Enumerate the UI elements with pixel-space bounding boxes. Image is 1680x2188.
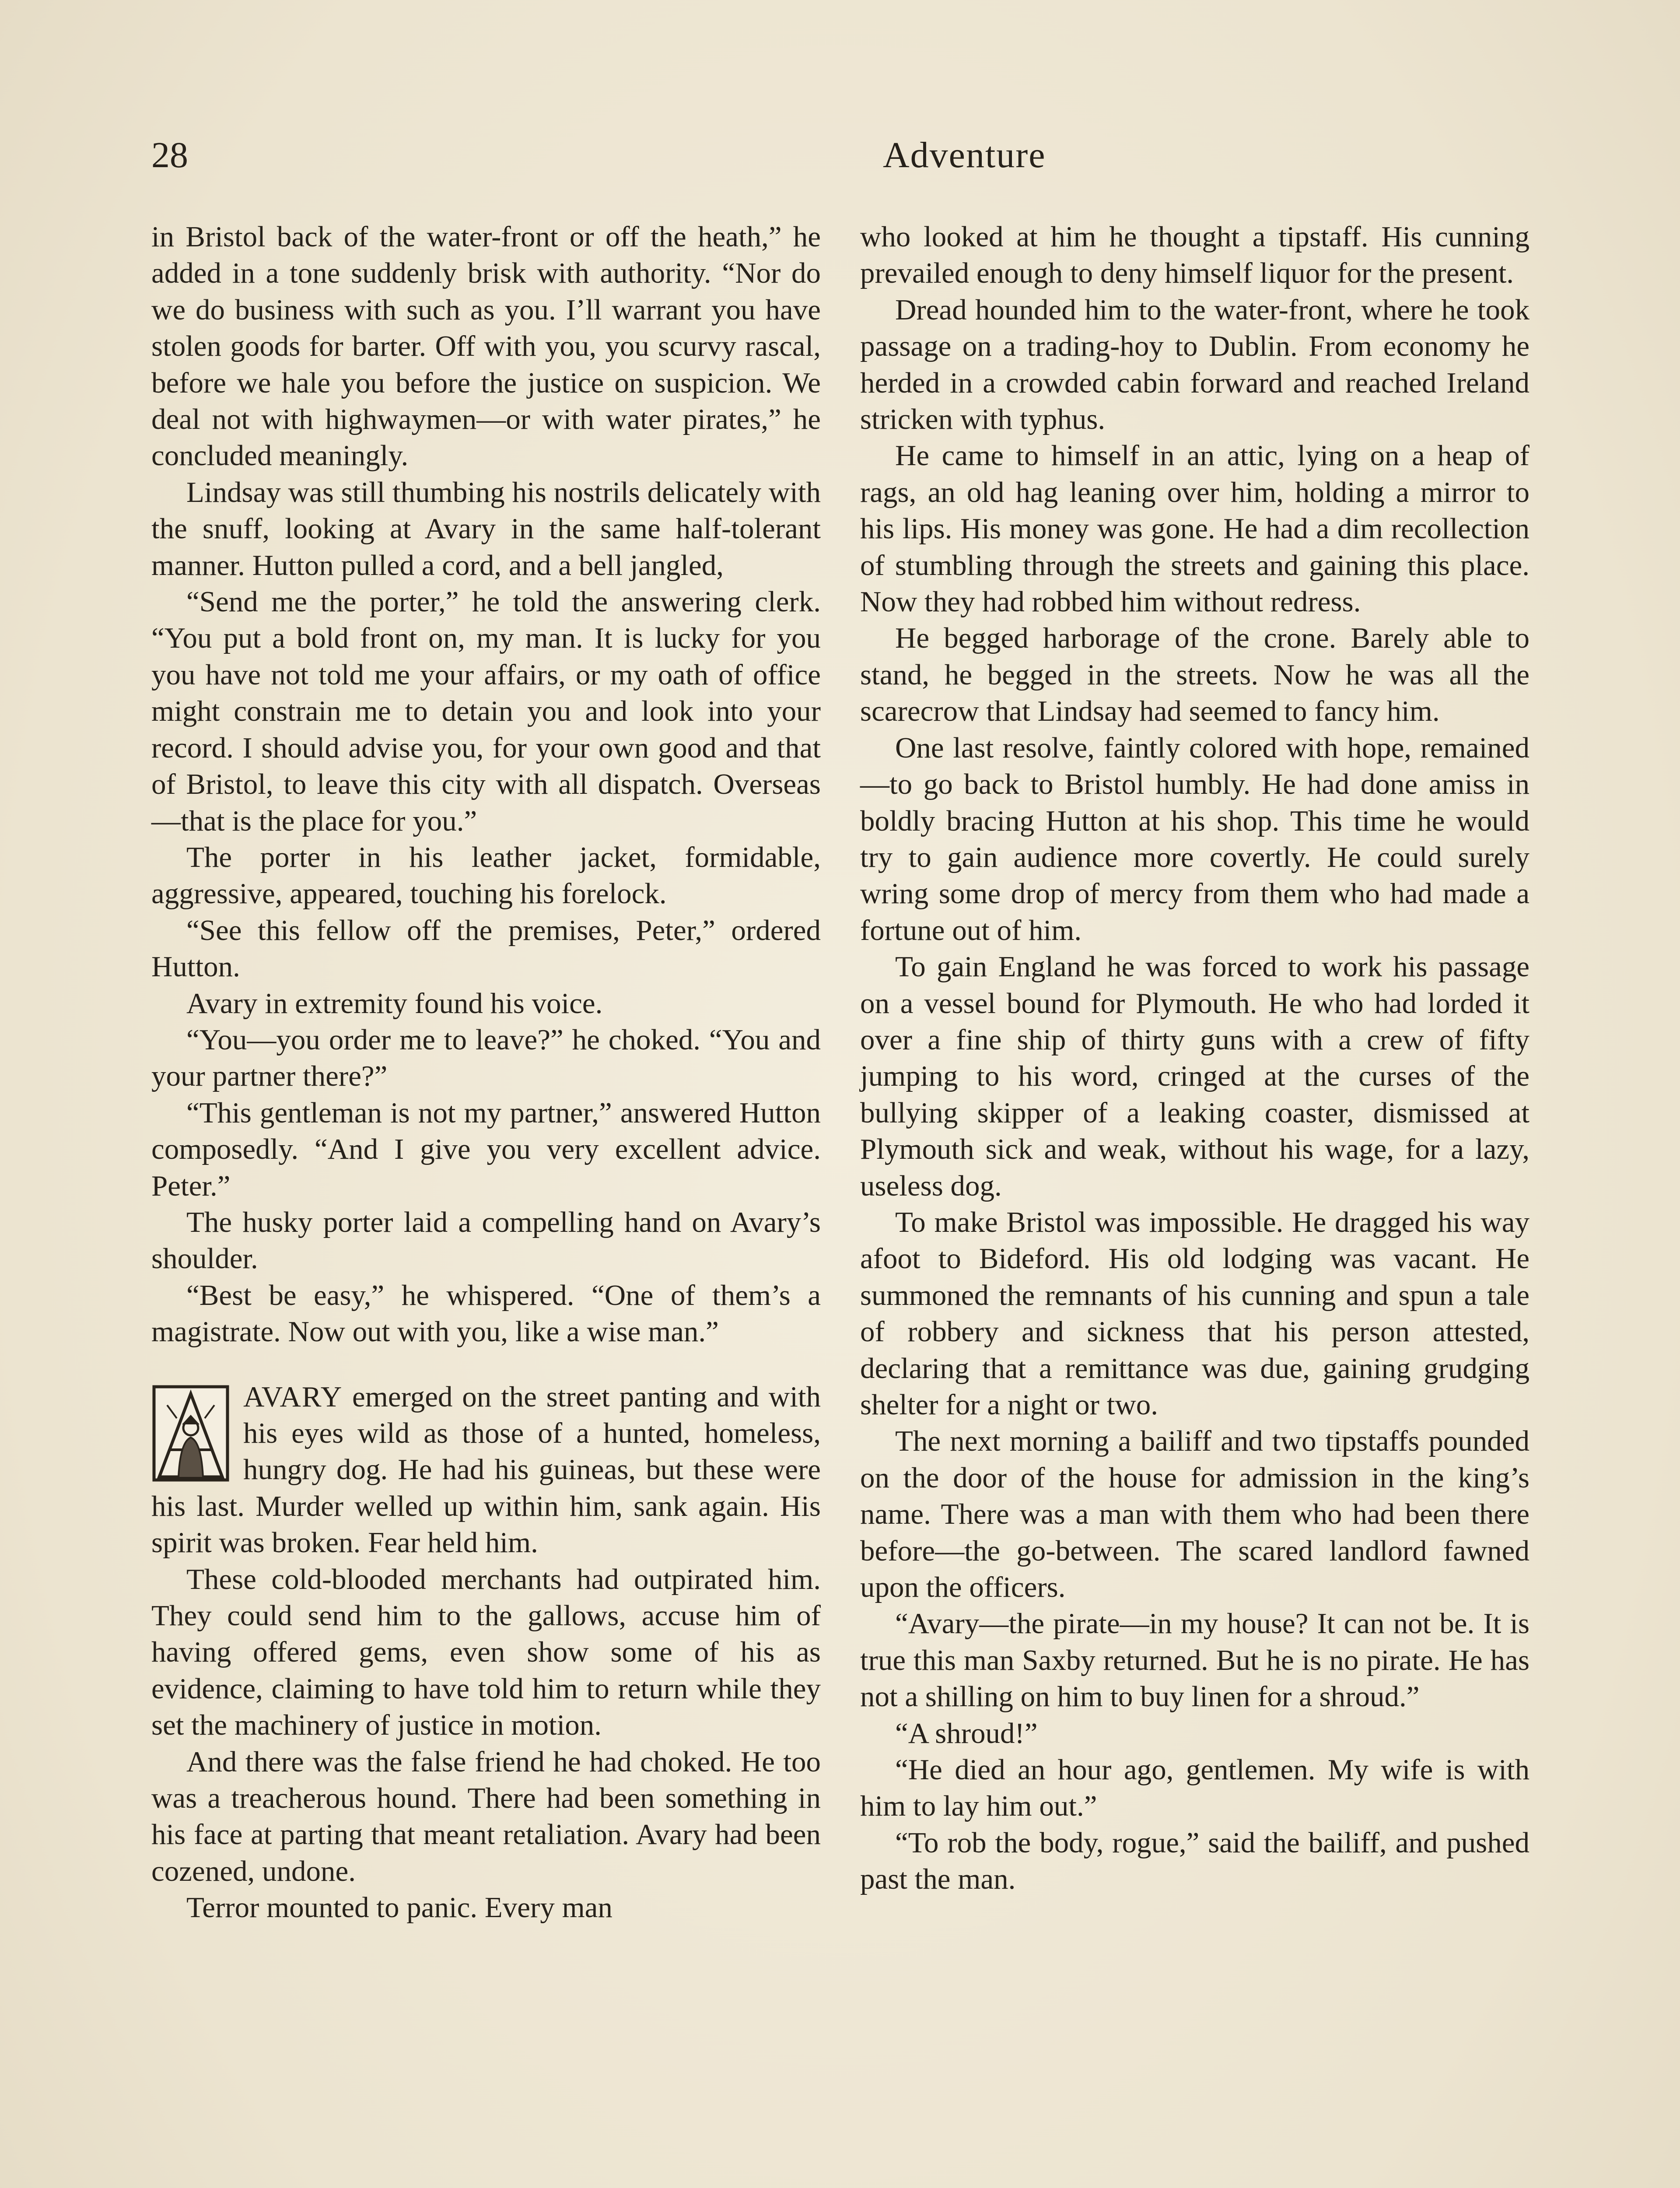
paragraph: Lindsay was still thumbing his nostrils delicately with the snuff, looking at Avary in the same half-tolerant manner. Hutton pulled a cord, and a bell jangled, — [151, 476, 821, 582]
drop-cap-word: AVARY — [243, 1380, 343, 1413]
paragraph: These cold-blooded merchants had outpirated him. They could send him to the gallows, accuse him of having offered gems, even show some of his as evidence, claiming to have told him to return while they set the machinery of justice in motion. — [151, 1563, 821, 1742]
paragraph: The porter in his leather jacket, formidable, aggressive, appeared, touching his forelock. — [151, 841, 821, 910]
drop-cap-text: emerged on the street panting and with his eyes wild as those of a hunted, homeless, hungry dog. He had his guineas, but these were his last. Murder welled up within him, sank again. His spirit was broken. Fear held him. — [151, 1380, 821, 1559]
page-header — [151, 131, 1046, 179]
drop-cap-paragraph — [151, 1379, 821, 1561]
paragraph: And there was the false friend he had choked. He too was a treacherous hound. There had been something in his face at parting that meant retaliation. Avary had been cozened, undone. — [151, 1745, 821, 1887]
paragraph: Dread hounded him to the water-front, where he took passage on a trading-hoy to Dublin. From economy he herded in a crowded cabin forward and reached Ireland stricken with typhus. — [860, 293, 1530, 436]
paragraph: “He died an hour ago, gentlemen. My wife is with him to lay him out.” — [860, 1753, 1530, 1823]
paragraph: To gain England he was forced to work his passage on a vessel bound for Plymouth. He who had lorded it over a fine ship of thirty guns with a crew of fifty jumping to his word, cringed at the curses of the bullying skipper of a leaking coaster, dismissed at Plymouth sick and weak, without his wage, for a lazy, useless dog. — [860, 950, 1530, 1202]
left-column — [151, 219, 821, 1926]
paragraph: “Send me the porter,” he told the answering clerk. “You put a bold front on, my man. It is lucky for you you have not told me your affairs, or my oath of office might constrain me to detain you and look into your record. I should advise you, for your own good and that of Bristol, to leave this city with all dispatch. Overseas—that is the place for you.” — [151, 586, 821, 837]
section-break — [151, 1350, 821, 1379]
paragraph: “Best be easy,” he whispered. “One of them’s a magistrate. Now out with you, like a wise man.” — [151, 1279, 821, 1348]
paragraph: To make Bristol was impossible. He dragged his way afoot to Bideford. His old lodging was vacant. He summoned the remnants of his cunning and spun a tale of robbery and sickness that his person attested, declaring that a remittance was due, gaining grudging shelter for a night or two. — [860, 1206, 1530, 1421]
decorative-initial-portrait-icon — [151, 1384, 230, 1488]
paragraph: Terror mounted to panic. Every man — [186, 1891, 612, 1924]
paragraph: “To rob the body, rogue,” said the bailiff, and pushed past the man. — [860, 1826, 1530, 1896]
paragraph: “See this fellow off the premises, Peter,” ordered Hutton. — [151, 914, 821, 983]
paragraph: “A shroud!” — [895, 1717, 1038, 1750]
paragraph: The next morning a bailiff and two tipstaffs pounded on the door of the house for admission in the king’s name. There was a man with them who had been there before—the go-between. The scared landlord fawned upon the officers. — [860, 1425, 1530, 1604]
paragraph: He came to himself in an attic, lying on a heap of rags, an old hag leaning over him, holding a mirror to his lips. His money was gone. He had a dim recollection of stumbling through the streets and gaining this place. Now they had robbed him without redress. — [860, 439, 1530, 618]
running-title: Adventure — [883, 135, 1046, 175]
paragraph: in Bristol back of the water-front or off the heath,” he added in a tone suddenly brisk with authority. “Nor do we do business with such as you. I’ll warrant you have stolen goods for barter. Off with you, you scurvy rascal, before we hale you before the justice on suspicion. We deal not with highwaymen—or with water pirates,” he concluded meaningly. — [151, 221, 821, 472]
paragraph: who looked at him he thought a tipstaff. His cunning prevailed enough to deny himself liquor for the present. — [860, 221, 1530, 290]
paragraph: The husky porter laid a compelling hand on Avary’s shoulder. — [151, 1206, 821, 1275]
paragraph: “This gentleman is not my partner,” answered Hutton composedly. “And I give you very excellent advice. Peter.” — [151, 1096, 821, 1202]
paragraph: “You—you order me to leave?” he choked. “You and your partner there?” — [151, 1023, 821, 1093]
page-number: 28 — [151, 135, 188, 175]
paragraph: “Avary—the pirate—in my house? It can not be. It is true this man Saxby returned. But he is no pirate. He has not a shilling on him to buy linen for a shroud.” — [860, 1607, 1530, 1713]
paragraph: He begged harborage of the crone. Barely able to stand, he begged in the streets. Now he was all the scarecrow that Lindsay had seemed to fancy him. — [860, 622, 1530, 728]
paragraph: One last resolve, faintly colored with hope, remained—to go back to Bristol humbly. He had done amiss in boldly bracing Hutton at his shop. This time he would try to gain audience more covertly. He could surely wring some drop of mercy from them who had made a fortune out of him. — [860, 731, 1530, 947]
right-column — [860, 219, 1530, 1898]
paragraph: Avary in extremity found his voice. — [186, 987, 603, 1020]
